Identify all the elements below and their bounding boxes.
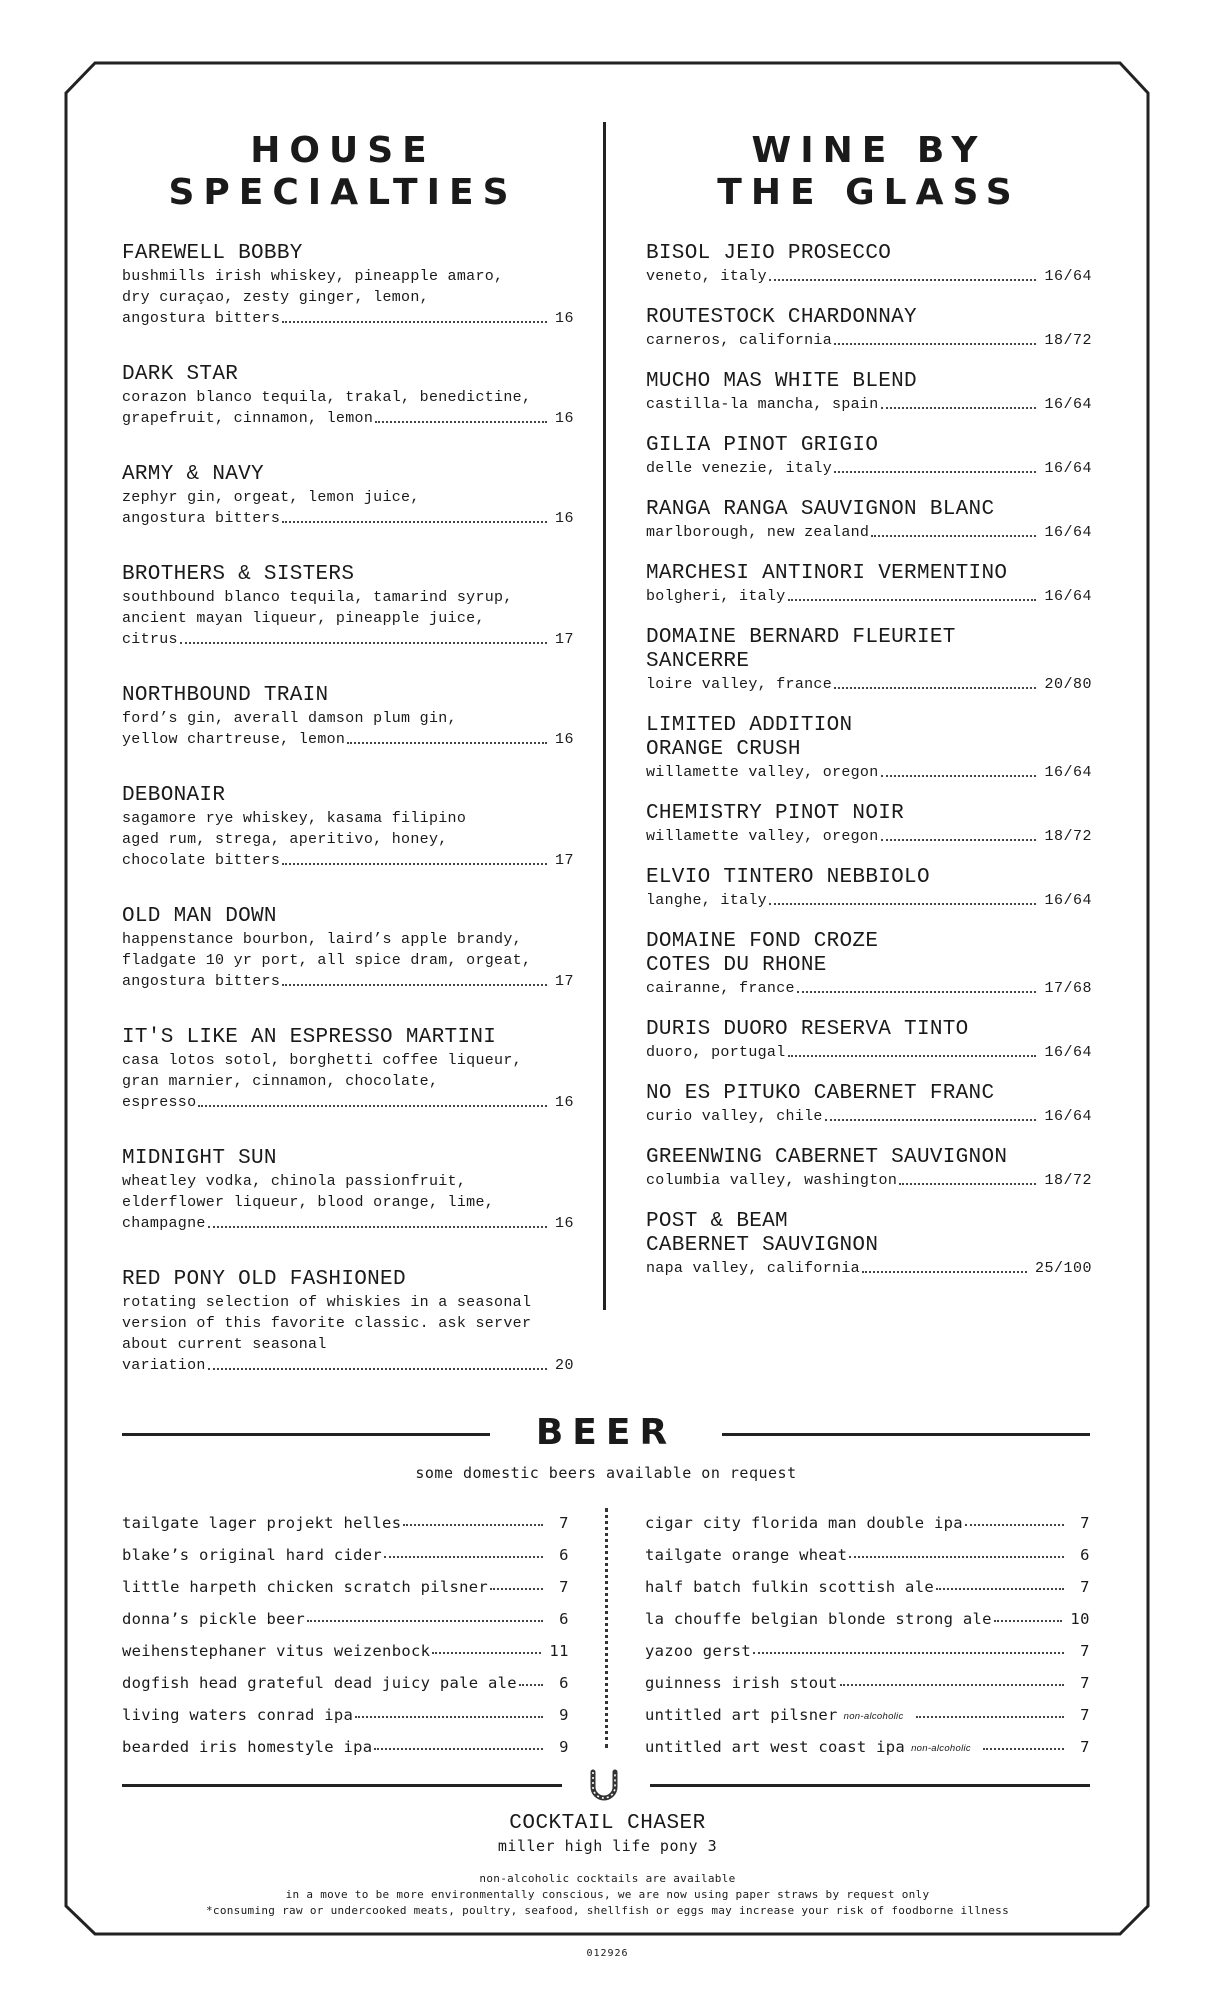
description-line-row: [122, 1355, 574, 1376]
description-line-row: [122, 729, 574, 750]
dot-leader: [307, 1620, 543, 1622]
wine-region-row: [646, 330, 1092, 351]
wine-region-row: [646, 586, 1092, 607]
description-line-row: [122, 308, 574, 329]
wine-name: GREENWING CABERNET SAUVIGNON: [646, 1146, 1008, 1169]
description-line: sagamore rye whiskey, kasama filipino: [122, 810, 467, 827]
wine-item: [646, 562, 1092, 607]
wine-region: willamette valley, oregon: [646, 764, 879, 781]
beer-name: living waters conrad ipa: [122, 1706, 354, 1724]
cocktail-item: [122, 563, 574, 650]
dot-leader: [834, 343, 1036, 345]
non-alcoholic-note: non-alcoholic: [843, 1711, 904, 1722]
description-line: aged rum, strega, aperitivo, honey,: [122, 831, 448, 848]
description-line: wheatley vodka, chinola passionfruit,: [122, 1173, 467, 1190]
dot-leader: [282, 521, 547, 523]
wine-name: CHEMISTRY PINOT NOIR: [646, 802, 905, 825]
divider-rule: [650, 1784, 1090, 1787]
cocktail-item: [122, 463, 574, 529]
cocktail-price: 17: [554, 973, 574, 990]
beer-name-row: [645, 1500, 1090, 1532]
cocktail-description: [122, 266, 574, 329]
dot-leader: [347, 742, 547, 744]
wine-name: BISOL JEIO PROSECCO: [646, 242, 892, 265]
wine-region: napa valley, california: [646, 1260, 860, 1277]
cocktail-description: [122, 1292, 574, 1376]
wine-region-row: [646, 266, 1092, 287]
description-line: champagne: [122, 1215, 206, 1232]
wine-item: [646, 306, 1092, 351]
cocktail-name: DEBONAIR: [122, 784, 226, 807]
wine-name: DOMAINE BERNARD FLEURIET: [646, 626, 956, 649]
description-line-row: [122, 508, 574, 529]
beer-name-row: [122, 1660, 569, 1692]
dot-leader: [753, 1652, 1064, 1654]
wine-list: [646, 242, 1092, 1279]
dot-leader: [180, 642, 547, 644]
dot-leader: [282, 984, 547, 986]
heading-line: WINE BY: [751, 130, 987, 171]
cocktail-name: DARK STAR: [122, 363, 239, 386]
wine-region-row: [646, 674, 1092, 695]
beer-name: bearded iris homestyle ipa: [122, 1738, 373, 1756]
wine-region-row: [646, 1258, 1092, 1279]
wine-name: POST & BEAM: [646, 1210, 788, 1233]
description-line: version of this favorite classic. ask server: [122, 1315, 532, 1332]
beer-price: 7: [1080, 1514, 1090, 1532]
dot-leader: [769, 279, 1037, 281]
wine-item: [646, 866, 1092, 911]
wine-item: [646, 1146, 1092, 1191]
beer-name-row: [645, 1628, 1090, 1660]
wine-price: 18/72: [1044, 1172, 1092, 1189]
beer-name-row: [645, 1532, 1090, 1564]
description-line: rotating selection of whiskies in a seasonal: [122, 1294, 532, 1311]
wine-price: 17/68: [1044, 980, 1092, 997]
cocktail-description: [122, 708, 574, 750]
wine-name: NO ES PITUKO CABERNET FRANC: [646, 1082, 995, 1105]
beer-name: untitled art pilsner: [645, 1706, 838, 1724]
wine-item: [646, 434, 1092, 479]
cocktail-description: [122, 808, 574, 871]
description-line-row: [122, 1092, 574, 1113]
cocktail-description: [122, 929, 574, 992]
wine-region-row: [646, 978, 1092, 999]
beer-name-row: [645, 1724, 1090, 1756]
description-line-row: [122, 629, 574, 650]
beer-name: guinness irish stout: [645, 1674, 838, 1692]
description-line: angostura bitters: [122, 973, 281, 990]
dot-leader: [375, 421, 547, 423]
cocktail-item: [122, 1026, 574, 1113]
wine-price: 16/64: [1044, 1044, 1092, 1061]
house-specialties-section: [122, 130, 574, 1410]
cocktail-price: 16: [554, 1094, 574, 1111]
beer-price: 6: [1080, 1546, 1090, 1564]
beer-heading: [122, 1410, 1090, 1462]
dot-leader: [403, 1524, 543, 1526]
wine-item: [646, 242, 1092, 287]
wine-price: 16/64: [1044, 268, 1092, 285]
wine-item: [646, 1082, 1092, 1127]
dot-leader: [916, 1716, 1064, 1718]
cocktail-item: [122, 242, 574, 329]
wine-region: bolgheri, italy: [646, 588, 786, 605]
wine-region: loire valley, france: [646, 676, 833, 693]
cocktail-price: 16: [554, 410, 574, 427]
wine-name: RANGA RANGA SAUVIGNON BLANC: [646, 498, 995, 521]
wine-name: MARCHESI ANTINORI VERMENTINO: [646, 562, 1008, 585]
cocktail-item: [122, 684, 574, 750]
wine-name: ELVIO TINTERO NEBBIOLO: [646, 866, 930, 889]
cocktail-item: [122, 1147, 574, 1234]
wine-name: CABERNET SAUVIGNON: [646, 1234, 879, 1257]
description-line: fladgate 10 yr port, all spice dram, orgeat,: [122, 952, 532, 969]
wine-by-the-glass-section: [646, 130, 1092, 1298]
wine-item: [646, 370, 1092, 415]
beer-name: blake’s original hard cider: [122, 1546, 383, 1564]
cocktail-name: FAREWELL BOBBY: [122, 242, 303, 265]
cocktail-description: [122, 1171, 574, 1234]
wine-item: [646, 626, 1092, 695]
dot-leader: [769, 903, 1037, 905]
dot-leader: [871, 535, 1036, 537]
beer-price: 7: [559, 1514, 569, 1532]
beer-name-row: [645, 1564, 1090, 1596]
beer-name-row: [122, 1692, 569, 1724]
wine-region: columbia valley, washington: [646, 1172, 898, 1189]
dot-leader: [208, 1226, 547, 1228]
beer-name-row: [122, 1596, 569, 1628]
wine-price: 25/100: [1034, 1260, 1092, 1277]
beer-price: 7: [1080, 1674, 1090, 1692]
beer-price: 10: [1070, 1610, 1090, 1628]
cocktail-description: [122, 487, 574, 529]
cocktail-price: 16: [554, 731, 574, 748]
description-line: yellow chartreuse, lemon: [122, 731, 346, 748]
footer-line: non-alcoholic cocktails are available: [479, 1872, 736, 1885]
beer-list-left: [122, 1500, 569, 1756]
cocktail-price: 17: [554, 631, 574, 648]
description-line-row: [122, 1213, 574, 1234]
wine-price: 16/64: [1044, 892, 1092, 909]
beer-subtitle: some domestic beers available on request: [415, 1464, 797, 1482]
wine-price: 16/64: [1044, 764, 1092, 781]
dot-leader: [840, 1684, 1064, 1686]
beer-name-row: [645, 1596, 1090, 1628]
cocktail-item: [122, 905, 574, 992]
cocktail-name: MIDNIGHT SUN: [122, 1147, 277, 1170]
chaser-description: miller high life pony 3: [497, 1837, 718, 1855]
description-line: angostura bitters: [122, 510, 281, 527]
beer-price: 9: [559, 1706, 569, 1724]
beer-name: la chouffe belgian blonde strong ale: [645, 1610, 992, 1628]
wine-region: castilla-la mancha, spain: [646, 396, 879, 413]
wine-item: [646, 802, 1092, 847]
description-line: angostura bitters: [122, 310, 281, 327]
wine-price: 20/80: [1044, 676, 1092, 693]
dot-leader: [834, 471, 1036, 473]
cocktail-name: IT'S LIKE AN ESPRESSO MARTINI: [122, 1026, 497, 1049]
cocktail-item: [122, 363, 574, 429]
wine-region-row: [646, 1170, 1092, 1191]
dot-leader: [788, 1055, 1037, 1057]
wine-region: carneros, california: [646, 332, 833, 349]
divider-rule: [722, 1433, 1090, 1436]
beer-price: 6: [559, 1546, 569, 1564]
cocktail-description: [122, 387, 574, 429]
dot-leader: [198, 1105, 547, 1107]
heading-line: HOUSE: [250, 130, 436, 171]
wine-item: [646, 1210, 1092, 1279]
cocktail-name: NORTHBOUND TRAIN: [122, 684, 329, 707]
beer-name-row: [122, 1532, 569, 1564]
dot-leader: [899, 1183, 1036, 1185]
wine-price: 16/64: [1044, 1108, 1092, 1125]
dot-leader: [519, 1684, 543, 1686]
dot-leader: [208, 1368, 547, 1370]
wine-region-row: [646, 1106, 1092, 1127]
description-line: zephyr gin, orgeat, lemon juice,: [122, 489, 420, 506]
cocktail-item: [122, 1268, 574, 1376]
wine-region: curio valley, chile: [646, 1108, 823, 1125]
wine-item: [646, 714, 1092, 783]
dot-leader: [282, 321, 547, 323]
dot-leader: [881, 407, 1037, 409]
beer-name: half batch fulkin scottish ale: [645, 1578, 934, 1596]
description-line: bushmills irish whiskey, pineapple amaro,: [122, 268, 504, 285]
description-line: ford’s gin, averall damson plum gin,: [122, 710, 457, 727]
beer-name-row: [122, 1564, 569, 1596]
wine-region: delle venezie, italy: [646, 460, 833, 477]
beer-name-row: [122, 1724, 569, 1756]
dot-leader: [994, 1620, 1063, 1622]
wine-item: [646, 1018, 1092, 1063]
wine-region-row: [646, 890, 1092, 911]
wine-name: SANCERRE: [646, 650, 750, 673]
wine-name: COTES DU RHONE: [646, 954, 827, 977]
wine-heading: [646, 130, 1092, 214]
wine-name: ORANGE CRUSH: [646, 738, 801, 761]
dot-leader: [374, 1748, 543, 1750]
description-line: gran marnier, cinnamon, chocolate,: [122, 1073, 439, 1090]
footer-notes: [0, 1871, 1215, 1919]
wine-region-row: [646, 522, 1092, 543]
dot-leader: [862, 1271, 1027, 1273]
description-line: dry curaçao, zesty ginger, lemon,: [122, 289, 429, 306]
cocktail-price: 17: [554, 852, 574, 869]
beer-price: 6: [559, 1674, 569, 1692]
beer-name-row: [645, 1660, 1090, 1692]
dot-leader: [384, 1556, 543, 1558]
beer-name: weihenstephaner vitus weizenbock: [122, 1642, 431, 1660]
cocktail-price: 20: [554, 1357, 574, 1374]
beer-price: 7: [1080, 1642, 1090, 1660]
beer-name: little harpeth chicken scratch pilsner: [122, 1578, 489, 1596]
beer-price: 7: [1080, 1578, 1090, 1596]
wine-item: [646, 930, 1092, 999]
cocktail-price: 16: [554, 510, 574, 527]
wine-price: 16/64: [1044, 396, 1092, 413]
cocktail-price: 16: [554, 1215, 574, 1232]
description-line: happenstance bourbon, laird’s apple brandy,: [122, 931, 522, 948]
beer-title: BEER: [535, 1412, 677, 1453]
wine-region: veneto, italy: [646, 268, 767, 285]
beer-list-right: [645, 1500, 1090, 1756]
divider-rule: [122, 1784, 562, 1787]
chaser-name: COCKTAIL CHASER: [509, 1812, 706, 1835]
wine-name: ROUTESTOCK CHARDONNAY: [646, 306, 917, 329]
dot-leader: [490, 1588, 543, 1590]
wine-region: cairanne, france: [646, 980, 795, 997]
cocktail-item: [122, 784, 574, 871]
beer-name: tailgate orange wheat: [645, 1546, 848, 1564]
beer-column-divider: [605, 1508, 608, 1748]
description-line: chocolate bitters: [122, 852, 281, 869]
description-line: citrus: [122, 631, 178, 648]
dot-leader: [834, 687, 1036, 689]
wine-region: duoro, portugal: [646, 1044, 786, 1061]
description-line-row: [122, 850, 574, 871]
beer-section: [122, 1410, 1090, 1756]
beer-name: untitled art west coast ipa: [645, 1738, 906, 1756]
description-line: grapefruit, cinnamon, lemon: [122, 410, 374, 427]
description-line: southbound blanco tequila, tamarind syrup,: [122, 589, 513, 606]
description-line: espresso: [122, 1094, 197, 1111]
wine-name: DURIS DUORO RESERVA TINTO: [646, 1018, 969, 1041]
beer-price: 7: [559, 1578, 569, 1596]
menu-code: 012926: [586, 1948, 629, 1959]
dot-leader: [849, 1556, 1064, 1558]
beer-price: 6: [559, 1610, 569, 1628]
beer-price: 7: [1080, 1706, 1090, 1724]
cocktail-name: BROTHERS & SISTERS: [122, 563, 355, 586]
beer-price: 7: [1080, 1738, 1090, 1756]
wine-region-row: [646, 1042, 1092, 1063]
beer-name: cigar city florida man double ipa: [645, 1514, 963, 1532]
wine-name: GILIA PINOT GRIGIO: [646, 434, 879, 457]
wine-price: 16/64: [1044, 588, 1092, 605]
wine-region-row: [646, 762, 1092, 783]
cocktail-description: [122, 1050, 574, 1113]
wine-region-row: [646, 394, 1092, 415]
wine-region: willamette valley, oregon: [646, 828, 879, 845]
description-line: ancient mayan liqueur, pineapple juice,: [122, 610, 485, 627]
wine-region: langhe, italy: [646, 892, 767, 909]
footer-line: *consuming raw or undercooked meats, poultry, seafood, shellfish or eggs may increase your risk of foodborne illness: [205, 1904, 1009, 1917]
dot-leader: [881, 839, 1037, 841]
heading-line: SPECIALTIES: [168, 172, 518, 213]
dot-leader: [936, 1588, 1064, 1590]
description-line: corazon blanco tequila, trakal, benedictine,: [122, 389, 532, 406]
wine-price: 18/72: [1044, 828, 1092, 845]
beer-name-row: [122, 1628, 569, 1660]
description-line: elderflower liqueur, blood orange, lime,: [122, 1194, 495, 1211]
beer-name-row: [122, 1500, 569, 1532]
column-divider: [603, 122, 606, 1310]
dot-leader: [983, 1748, 1064, 1750]
beer-name: yazoo gerst: [645, 1642, 751, 1660]
dot-leader: [355, 1716, 543, 1718]
cocktail-list: [122, 242, 574, 1376]
wine-name: DOMAINE FOND CROZE: [646, 930, 879, 953]
dot-leader: [825, 1119, 1037, 1121]
non-alcoholic-note: non-alcoholic: [911, 1743, 971, 1754]
beer-name: tailgate lager projekt helles: [122, 1514, 402, 1532]
dot-leader: [797, 991, 1037, 993]
cocktail-name: OLD MAN DOWN: [122, 905, 277, 928]
description-line: casa lotos sotol, borghetti coffee liqueur,: [122, 1052, 522, 1069]
wine-region-row: [646, 458, 1092, 479]
cocktail-chaser: [0, 1812, 1215, 1856]
beer-price: 9: [559, 1738, 569, 1756]
description-line: variation: [122, 1357, 206, 1374]
cocktail-description: [122, 587, 574, 650]
wine-region: marlborough, new zealand: [646, 524, 870, 541]
dot-leader: [788, 599, 1037, 601]
wine-region-row: [646, 826, 1092, 847]
footer-line: in a move to be more environmentally conscious, we are now using paper straws by request only: [285, 1888, 930, 1901]
horseshoe-icon: [586, 1768, 622, 1804]
description-line-row: [122, 971, 574, 992]
beer-name: donna’s pickle beer: [122, 1610, 306, 1628]
dot-leader: [965, 1524, 1064, 1526]
description-line: about current seasonal: [122, 1336, 327, 1353]
beer-price: 11: [549, 1642, 569, 1660]
cocktail-name: RED PONY OLD FASHIONED: [122, 1268, 406, 1291]
heading-line: THE GLASS: [717, 172, 1021, 213]
dot-leader: [282, 863, 547, 865]
bottom-divider: [122, 1768, 1090, 1812]
wine-price: 16/64: [1044, 460, 1092, 477]
description-line-row: [122, 408, 574, 429]
wine-name: MUCHO MAS WHITE BLEND: [646, 370, 917, 393]
beer-name: dogfish head grateful dead juicy pale ale: [122, 1674, 517, 1692]
beer-name-row: [645, 1692, 1090, 1724]
wine-price: 16/64: [1044, 524, 1092, 541]
wine-name: LIMITED ADDITION: [646, 714, 853, 737]
wine-price: 18/72: [1044, 332, 1092, 349]
wine-item: [646, 498, 1092, 543]
house-specialties-heading: [112, 130, 574, 214]
dot-leader: [881, 775, 1037, 777]
cocktail-name: ARMY & NAVY: [122, 463, 264, 486]
cocktail-price: 16: [554, 310, 574, 327]
dot-leader: [432, 1652, 541, 1654]
